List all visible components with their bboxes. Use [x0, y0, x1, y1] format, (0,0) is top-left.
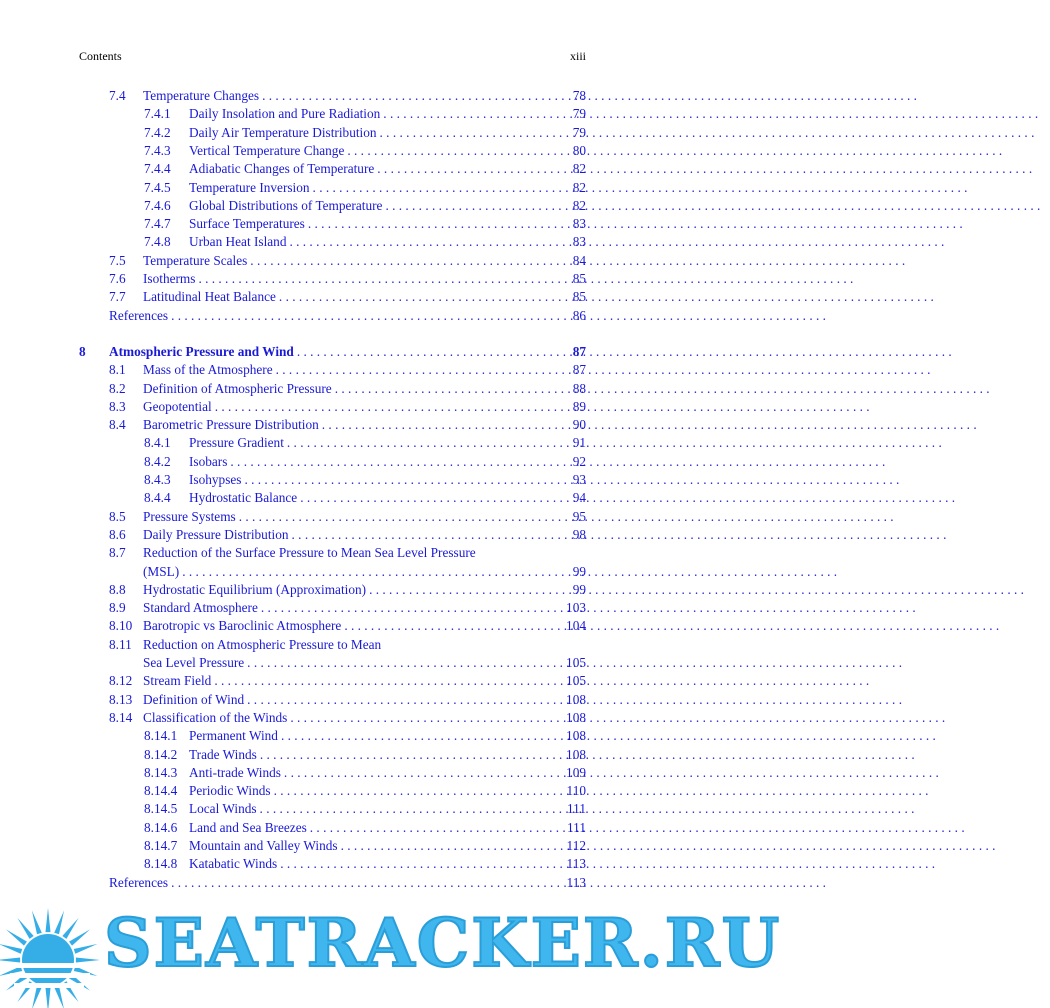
dot-leader: [380, 105, 1048, 123]
toc-entry-number: 8.1: [109, 362, 126, 378]
dot-leader: [259, 87, 927, 105]
toc-entry-page: 108: [566, 746, 586, 762]
dot-leader: [195, 270, 863, 288]
dot-leader: [212, 398, 880, 416]
dot-leader: [294, 343, 962, 361]
toc-entry-number: 8.2: [109, 380, 126, 396]
toc-entry[interactable]: [0, 727, 667, 745]
toc-entry-page: 109: [566, 764, 586, 780]
toc-entry[interactable]: [0, 837, 667, 855]
toc-entry-title: Temperature Scales: [143, 252, 248, 268]
toc-entry-page: 79: [572, 106, 586, 122]
toc-entry-page: 89: [572, 398, 586, 414]
sun-ray: [0, 944, 22, 954]
dot-leader: [319, 416, 987, 434]
toc-entry-number: 8.14.6: [144, 819, 178, 835]
toc-entry-title: Adiabatic Changes of Temperature: [189, 161, 375, 177]
sun-ray: [32, 911, 42, 935]
toc-entry-title: Hydrostatic Balance: [189, 490, 298, 506]
toc-entry[interactable]: [0, 599, 667, 617]
toc-entry-title: Isohypses: [189, 472, 242, 487]
toc-entry-number: 7.4.1: [144, 106, 171, 122]
toc-entry-number: 8.4.4: [144, 490, 171, 506]
sun-ray: [0, 957, 20, 962]
toc-entry[interactable]: [0, 398, 667, 416]
toc-entry-page: 95: [572, 508, 586, 524]
toc-entry[interactable]: [0, 434, 667, 452]
toc-entry-title: Permanent Wind: [189, 728, 278, 744]
toc-entry[interactable]: [0, 563, 667, 581]
toc-entry-page: 108: [566, 709, 586, 725]
sun-ray: [54, 986, 64, 1008]
toc-entry-title: Mass of the Atmosphere: [143, 362, 273, 378]
toc-entry-page: 88: [572, 380, 586, 396]
dot-leader: [382, 197, 1050, 215]
toc-entry-number: 8.14.7: [144, 838, 178, 853]
toc-entry-number: 7.4.5: [144, 179, 171, 195]
dot-leader: [271, 782, 939, 800]
toc-entry-number: 8.10: [109, 618, 133, 634]
toc-entry[interactable]: [0, 800, 667, 818]
toc-entry-page: 111: [567, 801, 586, 817]
toc-entry-page: 82: [572, 161, 586, 177]
dot-leader: [344, 142, 1012, 160]
toc-chapter[interactable]: [0, 343, 667, 361]
toc-entry-page: 92: [572, 453, 586, 469]
dot-leader: [366, 581, 1034, 599]
toc-entry-page: 98: [572, 526, 586, 542]
toc-entry-number: 7.4.4: [144, 161, 171, 177]
toc-entry[interactable]: [0, 636, 667, 654]
toc-entry[interactable]: [0, 87, 667, 105]
dot-leader: [258, 599, 926, 617]
dot-leader: [310, 179, 978, 197]
page-header: [79, 49, 586, 65]
toc-entry-number: 7.4: [109, 88, 126, 103]
toc-entry-number: 8.14.8: [144, 856, 178, 872]
toc-entry[interactable]: [0, 361, 667, 379]
toc-entry-title: Global Distributions of Temperature: [189, 197, 383, 213]
toc-entry-page: 94: [572, 490, 586, 506]
toc-entry-number: 8.5: [109, 508, 126, 524]
toc-entry-title: Katabatic Winds: [189, 856, 278, 872]
dot-leader: [278, 727, 946, 745]
dot-leader: [332, 380, 1000, 398]
toc-entry-title: Mountain and Valley Winds: [189, 838, 338, 853]
toc-entry-page: 87: [572, 362, 586, 378]
toc-entry[interactable]: [0, 197, 667, 215]
dot-leader: [168, 307, 836, 325]
toc-entry-title: Hydrostatic Equilibrium (Approximation): [143, 581, 367, 597]
toc-entry-title: Barometric Pressure Distribution: [143, 417, 319, 433]
dot-leader: [305, 215, 973, 233]
toc-entry-title: Surface Temperatures: [189, 216, 305, 232]
toc-entry-number: 7.4.8: [144, 234, 171, 250]
toc-entry[interactable]: [0, 581, 667, 599]
toc-entry[interactable]: [0, 252, 667, 270]
toc-entry-title: Definition of Atmospheric Pressure: [143, 380, 332, 396]
toc-entry-title: Periodic Winds: [189, 783, 271, 799]
toc-entry-page: 99: [572, 581, 586, 597]
toc-entry-title: Anti-trade Winds: [189, 764, 281, 780]
toc-entry-number: 8.9: [109, 600, 126, 616]
toc-entry-page: 86: [572, 307, 586, 323]
toc-entry-title: Standard Atmosphere: [143, 600, 258, 616]
toc-entry-title: Definition of Wind: [143, 691, 245, 707]
toc-entry[interactable]: [0, 544, 667, 562]
toc-entry-number: 8.14.3: [144, 764, 178, 780]
toc-entry-title: Land and Sea Breezes: [189, 819, 307, 835]
toc-entry[interactable]: [0, 764, 667, 782]
dot-leader: [307, 819, 975, 837]
toc-entry[interactable]: [0, 691, 667, 709]
toc-entry-page: 91: [572, 435, 586, 451]
dot-leader: [227, 453, 895, 471]
toc-entry[interactable]: [0, 160, 667, 178]
toc-entry-title: Urban Heat Island: [189, 234, 287, 250]
toc-entry[interactable]: [0, 855, 667, 873]
toc-entry-number: 8.4.2: [144, 453, 171, 469]
dot-leader: [236, 508, 904, 526]
toc-entry-title: Vertical Temperature Change: [189, 142, 345, 158]
toc-entry-title: Temperature Inversion: [189, 179, 310, 195]
toc-entry[interactable]: [0, 672, 667, 690]
toc-entry-number: 8.6: [109, 526, 126, 542]
toc-entry-number: 7.4.7: [144, 216, 171, 232]
toc-entry-title: Local Winds: [189, 801, 257, 817]
toc-entry[interactable]: [0, 746, 667, 764]
toc-entry-title: Isotherms: [143, 271, 196, 286]
dot-leader: [273, 361, 941, 379]
toc-entry-title: Temperature Changes: [143, 88, 260, 103]
dot-leader: [286, 233, 954, 251]
dot-leader: [374, 160, 1042, 178]
toc-entry-number: 8.11: [109, 636, 132, 652]
sun-ray: [17, 918, 33, 939]
toc-entry-page: 105: [566, 673, 586, 689]
dot-leader: [281, 764, 949, 782]
toc-entry-page: 83: [572, 216, 586, 232]
toc-entry[interactable]: [0, 526, 667, 544]
sun-ray: [45, 988, 50, 1008]
toc-entry[interactable]: [0, 380, 667, 398]
toc-entry[interactable]: [0, 453, 667, 471]
dot-leader: [257, 746, 925, 764]
toc-entry-title: Pressure Gradient: [189, 435, 284, 451]
toc-entry-page: 104: [566, 618, 586, 634]
toc-entry-title: Sea Level Pressure: [143, 655, 245, 670]
toc-entry-page: 85: [572, 271, 586, 286]
toc-entry-number: 8.4: [109, 417, 126, 433]
toc-entry-page: 113: [566, 874, 586, 890]
toc-entry-number: 8.13: [109, 691, 133, 707]
toc-entry[interactable]: [0, 508, 667, 526]
sun-ray: [6, 929, 27, 945]
sun-ray: [54, 911, 64, 935]
toc-entry-page: 83: [572, 234, 586, 250]
toc-entry-number: 8.14.1: [144, 728, 178, 744]
toc-entry-title: Reduction of the Surface Pressure to Mean Sea Level Pressure: [143, 545, 476, 561]
toc-entry-page: 112: [566, 838, 586, 853]
dot-leader: [377, 124, 1045, 142]
dot-leader: [297, 489, 965, 507]
dot-leader: [277, 855, 945, 873]
sun-ray: [62, 918, 78, 939]
dot-leader: [287, 709, 955, 727]
toc-entry[interactable]: [0, 819, 667, 837]
toc-entry-page: 111: [567, 819, 586, 835]
toc-entry-number: 7.5: [109, 252, 126, 268]
toc-entry-number: 8.4.1: [144, 435, 171, 451]
toc-entry-title: Stream Field: [143, 673, 212, 689]
toc-entry[interactable]: [0, 288, 667, 306]
sun-ray: [45, 908, 50, 932]
toc-entry-page: 82: [572, 179, 586, 195]
toc-entry[interactable]: [0, 142, 667, 160]
toc-entry-title: Classification of the Winds: [143, 709, 288, 725]
toc-entry-title: References: [109, 874, 169, 890]
toc-entry-number: 7.4.2: [144, 124, 171, 140]
toc-entry-page: 87: [572, 343, 586, 359]
dot-leader: [168, 874, 836, 892]
toc-entry[interactable]: [0, 270, 667, 288]
toc-entry-title: References: [109, 307, 169, 323]
toc-references[interactable]: [0, 874, 667, 892]
toc-entry-page: 93: [572, 472, 586, 487]
toc-entry-page: 82: [572, 197, 586, 213]
sun-ray: [32, 986, 42, 1008]
running-head: Contents: [79, 49, 122, 63]
toc-entry-page: 99: [572, 563, 586, 579]
toc-entry-title: Reduction on Atmospheric Pressure to Mean: [143, 636, 382, 652]
toc-entry-number: 8.14.2: [144, 746, 178, 762]
toc-entry-page: 84: [572, 252, 586, 268]
toc-entry-number: 7.4.6: [144, 197, 171, 213]
toc-entry[interactable]: [0, 709, 667, 727]
sun-ray: [74, 944, 98, 954]
toc-entry-title: Daily Insolation and Pure Radiation: [189, 106, 381, 122]
dot-leader: [257, 800, 925, 818]
toc-entry-number: 8.14.4: [144, 783, 178, 799]
toc-entry-number: 8.3: [109, 398, 126, 414]
toc-entry[interactable]: [0, 489, 667, 507]
toc-entry-number: 8.7: [109, 545, 126, 561]
toc-entry[interactable]: [0, 654, 667, 672]
toc-entry-title: Daily Air Temperature Distribution: [189, 124, 377, 140]
dot-leader: [338, 837, 1006, 855]
toc-entry-title: Latitudinal Heat Balance: [143, 289, 276, 305]
dot-leader: [289, 526, 957, 544]
toc-entry-title: Pressure Systems: [143, 508, 236, 524]
toc-entry[interactable]: [0, 233, 667, 251]
sun-ray: [76, 957, 100, 962]
toc-entry-number: 7.7: [109, 289, 126, 305]
dot-leader: [211, 672, 879, 690]
toc-entry-number: 8.8: [109, 581, 126, 597]
dot-leader: [179, 563, 847, 581]
dot-leader: [341, 617, 1009, 635]
dot-leader: [276, 288, 944, 306]
toc-entry-title: Trade Winds: [189, 746, 257, 762]
toc-entry-number: 7.4.3: [144, 142, 171, 158]
toc-entry-page: 103: [566, 600, 586, 616]
toc-entry-title: Daily Pressure Distribution: [143, 526, 289, 542]
toc-entry[interactable]: [0, 617, 667, 635]
toc-entry-page: 108: [566, 691, 586, 707]
toc-entry-page: 79: [572, 124, 586, 140]
page-number: xiii: [569, 49, 586, 63]
toc-entry-page: 78: [572, 88, 586, 103]
toc-entry-title: Atmospheric Pressure and Wind: [109, 343, 294, 359]
toc-entry-page: 105: [566, 655, 586, 670]
toc-entry-page: 108: [566, 728, 586, 744]
dot-leader: [284, 434, 952, 452]
toc-entry[interactable]: [0, 471, 667, 489]
toc-entry-number: 8.14: [109, 709, 133, 725]
toc-entry-title: Geopotential: [143, 398, 212, 414]
toc-entry-title: (MSL): [143, 563, 180, 579]
toc-entry-number: 8.12: [109, 673, 133, 689]
toc-references[interactable]: [0, 307, 667, 325]
toc-entry[interactable]: [0, 782, 667, 800]
toc-entry[interactable]: [0, 215, 667, 233]
toc-entry-number: 8.14.5: [144, 801, 178, 817]
toc-entry-page: 80: [572, 142, 586, 158]
toc-entry-page: 110: [566, 783, 586, 799]
sun-logo-icon: [0, 905, 110, 1008]
watermark-text: SEATRACKER.RU: [104, 904, 782, 982]
toc-entry-page: 113: [566, 856, 586, 872]
sun-ray: [69, 929, 90, 945]
toc-entry[interactable]: [0, 416, 667, 434]
toc-entry-number: 7.6: [109, 271, 126, 286]
toc-entry-page: 90: [572, 417, 586, 433]
toc-entry-number: 8: [79, 343, 86, 359]
toc-entry[interactable]: [0, 179, 667, 197]
toc-entry[interactable]: [0, 124, 667, 142]
toc-entry-title: Barotropic vs Baroclinic Atmosphere: [143, 618, 342, 634]
toc-entry-page: 85: [572, 289, 586, 305]
toc-entry-title: Isobars: [189, 453, 228, 469]
toc-entry[interactable]: [0, 105, 667, 123]
toc-entry-number: 8.4.3: [144, 472, 171, 487]
